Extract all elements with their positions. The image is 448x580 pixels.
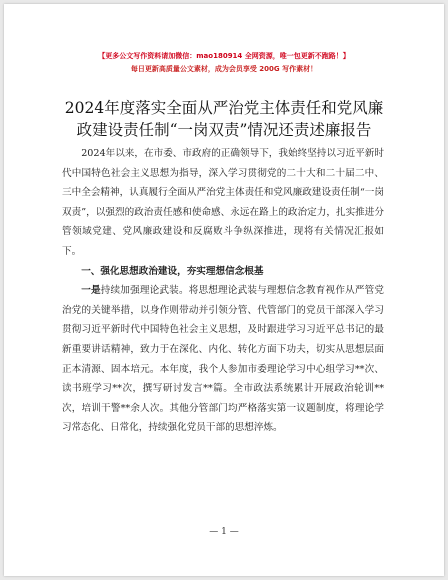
page-number: — 1 — [209,527,239,537]
document-body [62,144,384,438]
intro-paragraph: 2024年以来，在市委、市政府的正确领导下，我始终坚持以习近平新时代中国特色社会主义思想为指导，深入学习贯彻党的二十大和二十届二中、三中全会精神，认真履行全面从严治党主体责任和党风廉政建设责任制“一岗双责”，以强烈的政治责任感和使命感、永远在路上的政治定力，扎实推进分管领域党建、党风廉政建设和反腐败斗争纵深推进，现将有关情况汇报如下。 [62,148,384,257]
section-1-paragraph-1 [62,281,384,438]
promo-banner-text1: 【更多公文写作资料请加微信：mao180914 全网资源，唯一包更新不跑路！】 [98,52,350,60]
paragraph-text: 持续加强理论武装。将思想理论武装与理想信念教育视作从严管党治党的关键举措，以身作则带动并引领分管、代管部门的党员干部深入学习贯彻习近平新时代中国特色社会主义思想，及时跟进学习习近平总书记的最新重要讲话精神，致力于在深化、内化、转化方面下功夫，切实从思想层面正本清源、固本培元。本年度，我个人参加市委理论学习中心组学习**次、读书班学习**次，撰写研讨发言**篇。全市政法系统累计开展政治轮训**次，培训干警**余人次。其他分管部门均严格落实第一议题制度，将理论学习常态化、日常化，持续强化党员干部的思想淬炼。 [62,285,385,434]
promo-banner-text2: 每日更新高质量公文素材，成为会员享受 200G 写作素材！ [130,65,318,73]
promo-banner-line1 [4,51,444,61]
section-heading-1: 一、强化思想政治建设，夯实理想信念根基 [81,265,264,277]
title-line-1: 2024年度落实全面从严治党主体责任和党风廉 [64,99,384,117]
title-line-2: 政建设责任制“一岗双责”情况还责述廉报告 [76,121,372,139]
paragraph-lead: 一是 [81,285,101,297]
promo-banner-line2 [4,64,444,74]
document-page [4,4,444,576]
document-title [34,97,414,141]
